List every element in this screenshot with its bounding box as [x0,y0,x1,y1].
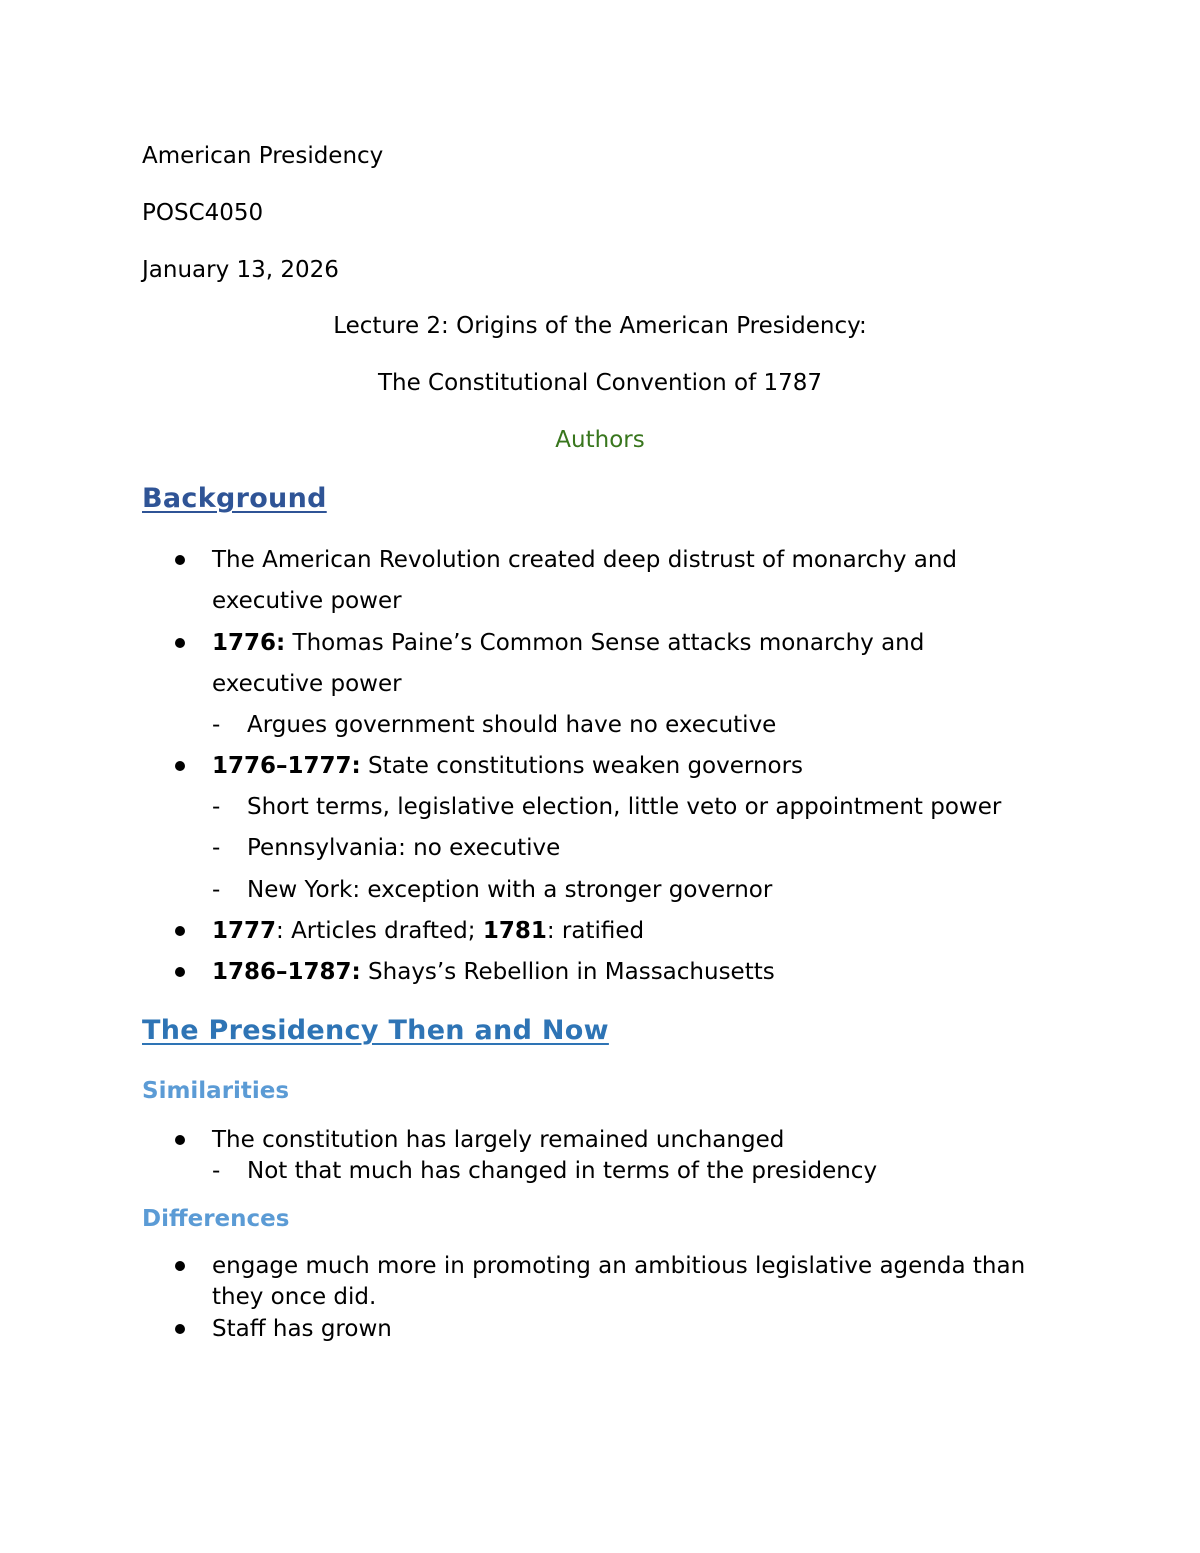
bullet-icon [175,761,185,771]
differences-item-2: Staff has grown [212,1316,392,1342]
similarities-item-1-sub-1: Not that much has changed in terms of the presidency [247,1158,878,1184]
lecture-subtitle: The Constitutional Convention of 1787 [377,370,823,396]
year-label: 1776: [212,630,286,656]
year-label: 1786–1787: [212,959,361,985]
dash-marker: - [212,877,221,903]
item-text: Thomas Paine’s Common Sense attacks monarchy and [285,630,925,656]
background-item-2-sub-1: Argues government should have no executive [247,712,777,738]
background-item-3-sub-2: Pennsylvania: no executive [247,835,561,861]
lecture-title: Lecture 2: Origins of the American Presidency: [333,313,867,339]
background-item-2-line-2: executive power [212,671,402,697]
bullet-icon [175,555,185,565]
dash-marker: - [212,794,221,820]
bullet-icon [175,1324,185,1334]
background-item-5 [212,958,775,986]
dash-marker: - [212,835,221,861]
background-item-3-sub-3: New York: exception with a stronger governor [247,877,773,903]
bullet-icon [175,1135,185,1145]
differences-heading: Differences [142,1206,290,1232]
background-item-4 [212,917,644,945]
dash-marker: - [212,1158,221,1184]
dash-marker: - [212,712,221,738]
similarities-heading: Similarities [142,1078,290,1104]
background-item-1-line-2: executive power [212,588,402,614]
background-item-3-sub-1: Short terms, legislative election, little veto or appointment power [247,794,1002,820]
item-text: : ratified [546,918,645,944]
authors-label: Authors [555,427,645,453]
lecture-date: January 13, 2026 [142,257,339,283]
bullet-icon [175,1261,185,1271]
background-item-2-line-1 [212,629,924,657]
course-title: American Presidency [142,143,384,169]
item-text: Shays’s Rebellion in Massachusetts [360,959,775,985]
similarities-item-1: The constitution has largely remained unchanged [212,1127,785,1153]
background-heading: Background [142,483,327,514]
year-label: 1777 [212,918,277,944]
bullet-icon [175,926,185,936]
presidency-heading: The Presidency Then and Now [142,1015,609,1046]
background-item-1-line-1: The American Revolution created deep distrust of monarchy and [212,547,958,573]
year-label: 1781 [482,918,547,944]
bullet-icon [175,638,185,648]
item-text: : Articles drafted; [276,918,483,944]
differences-item-1-line-1: engage much more in promoting an ambitious legislative agenda than [212,1253,1026,1279]
bullet-icon [175,967,185,977]
background-item-3 [212,752,803,780]
course-code: POSC4050 [142,200,264,226]
differences-item-1-line-2: they once did. [212,1284,377,1310]
item-text: State constitutions weaken governors [360,753,804,779]
year-label: 1776–1777: [212,753,361,779]
